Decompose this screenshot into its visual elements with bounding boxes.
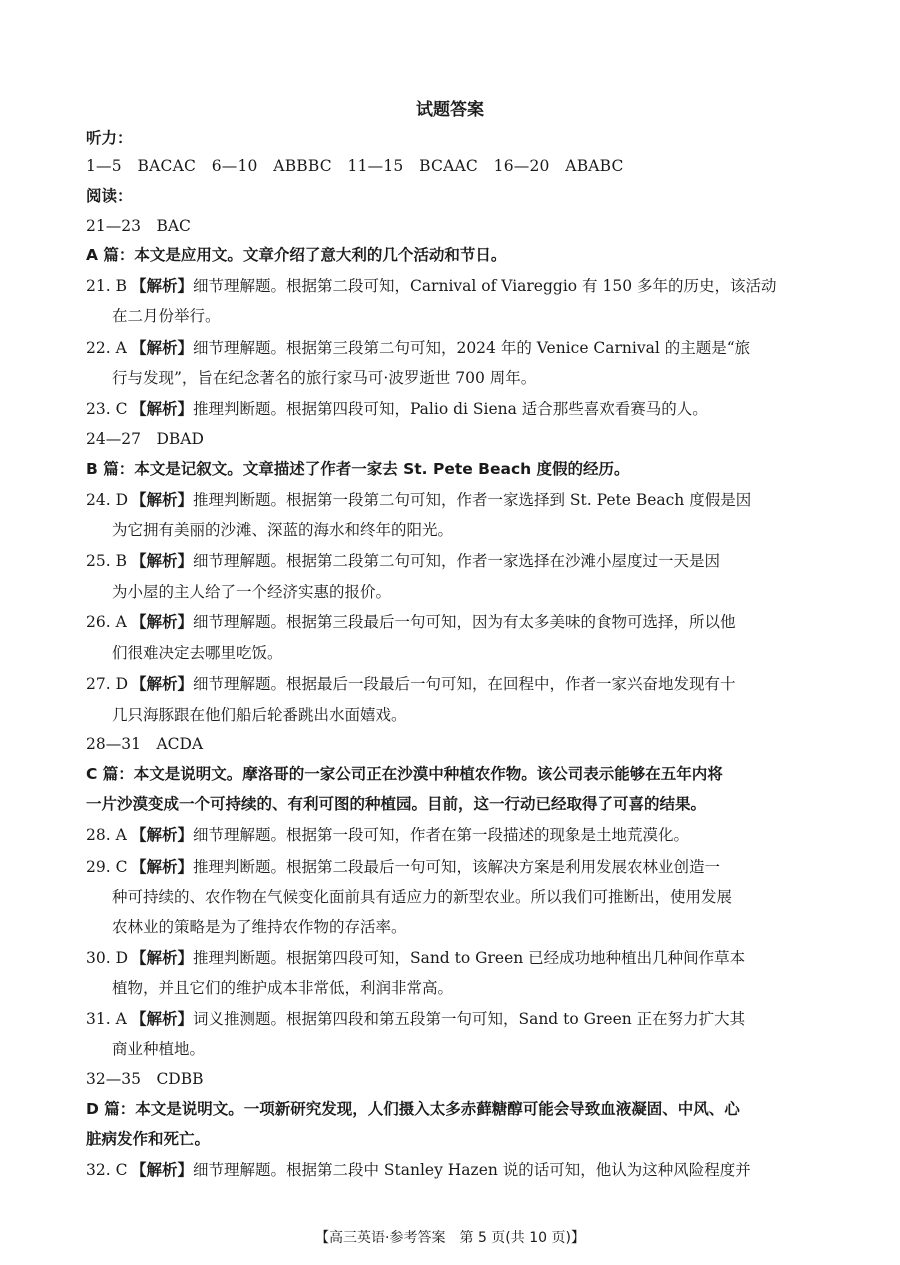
section-d-summary-cont: 脏病发作和死亡。: [86, 1130, 211, 1148]
section-d-summary: D 篇：本文是说明文。一项新研究发现，人们摄入太多赤藓糖醇可能会导致血液凝固、中风、心: [86, 1100, 740, 1118]
analysis-tag: 【解析】: [130, 675, 193, 693]
analysis-tag: 【解析】: [130, 858, 193, 876]
item-number: 23. C: [86, 400, 128, 418]
item-text: 细节理解题。根据第二段可知，Carnival of Viareggio 有 150 多年的历史，该活动: [192, 277, 777, 295]
analysis-tag: 【解析】: [130, 1161, 193, 1179]
item-number: 27. D: [86, 675, 129, 693]
item-text: 细节理解题。根据最后一段最后一句可知，在回程中，作者一家兴奋地发现有十: [192, 675, 736, 693]
item-number: 28. A: [86, 826, 127, 844]
item-31-cont: 商业种植地。: [112, 1040, 206, 1058]
analysis-tag: 【解析】: [130, 277, 193, 295]
item-26: [86, 611, 818, 633]
item-text: 推理判断题。根据第四段可知，Palio di Siena 适合那些喜欢看赛马的人。: [192, 400, 708, 418]
item-number: 25. B: [86, 552, 127, 570]
item-27: [86, 673, 818, 695]
item-21: [86, 275, 818, 297]
item-number: 32. C: [86, 1161, 128, 1179]
item-text: 推理判断题。根据第二段最后一句可知，该解决方案是利用发展农林业创造一: [192, 858, 720, 876]
item-text: 细节理解题。根据第一段可知，作者在第一段描述的现象是土地荒漠化。: [192, 826, 689, 844]
item-text: 推理判断题。根据第一段第二句可知，作者一家选择到 St. Pete Beach 度假是因: [192, 491, 752, 509]
item-text: 细节理解题。根据第三段第二句可知，2024 年的 Venice Carnival 的主题是“旅: [192, 339, 751, 357]
item-number: 29. C: [86, 858, 128, 876]
section-d-range: 32—35 CDBB: [86, 1070, 204, 1088]
item-text: 细节理解题。根据第三段最后一句可知，因为有太多美味的食物可选择，所以他: [192, 613, 736, 631]
item-32: [86, 1159, 818, 1181]
analysis-tag: 【解析】: [130, 613, 193, 631]
item-24: [86, 489, 818, 511]
item-text: 细节理解题。根据第二段第二句可知，作者一家选择在沙滩小屋度过一天是因: [192, 552, 720, 570]
analysis-tag: 【解析】: [130, 339, 193, 357]
item-number: 26. A: [86, 613, 127, 631]
analysis-tag: 【解析】: [130, 1010, 193, 1028]
item-28: [86, 824, 818, 846]
item-27-cont: 几只海豚跟在他们船后轮番跳出水面嬉戏。: [112, 706, 407, 724]
item-number: 22. A: [86, 339, 127, 357]
analysis-tag: 【解析】: [130, 491, 193, 509]
page-footer: 【高三英语·参考答案 第 5 页(共 10 页)】: [315, 1230, 585, 1246]
item-31: [86, 1008, 818, 1030]
item-25: [86, 550, 818, 572]
analysis-tag: 【解析】: [130, 400, 193, 418]
listening-answers: 1—5 BACAC 6—10 ABBBC 11—15 BCAAC 16—20 ABABC: [86, 157, 624, 175]
section-c-range: 28—31 ACDA: [86, 735, 204, 753]
item-23: [86, 398, 818, 420]
item-30: [86, 947, 818, 969]
item-22: [86, 337, 818, 359]
item-25-cont: 为小屋的主人给了一个经济实惠的报价。: [112, 583, 392, 601]
analysis-tag: 【解析】: [130, 552, 193, 570]
item-text: 推理判断题。根据第四段可知，Sand to Green 已经成功地种植出几种间作草本: [192, 949, 746, 967]
item-29-cont2: 农林业的策略是为了维持农作物的存活率。: [112, 918, 407, 936]
analysis-tag: 【解析】: [130, 949, 193, 967]
analysis-tag: 【解析】: [130, 826, 193, 844]
item-number: 21. B: [86, 277, 127, 295]
section-a-summary: A 篇：本文是应用文。文章介绍了意大利的几个活动和节日。: [86, 246, 507, 264]
page-title: 试题答案: [416, 100, 484, 120]
item-text: 细节理解题。根据第二段中 Stanley Hazen 说的话可知，他认为这种风险程度并: [192, 1161, 751, 1179]
item-21-cont: 在二月份举行。: [112, 307, 221, 325]
item-30-cont: 植物，并且它们的维护成本非常低，利润非常高。: [112, 979, 454, 997]
item-29-cont: 种可持续的、农作物在气候变化面前具有适应力的新型农业。所以我们可推断出，使用发展: [112, 888, 733, 906]
section-b-summary: B 篇：本文是记叙文。文章描述了作者一家去 St. Pete Beach 度假的经历。: [86, 460, 630, 478]
item-24-cont: 为它拥有美丽的沙滩、深蓝的海水和终年的阳光。: [112, 521, 454, 539]
section-b-range: 24—27 DBAD: [86, 430, 204, 448]
section-c-summary: C 篇：本文是说明文。摩洛哥的一家公司正在沙漠中种植农作物。该公司表示能够在五年内将: [86, 765, 723, 783]
listening-heading: 听力：: [86, 129, 133, 147]
item-22-cont: 行与发现”，旨在纪念著名的旅行家马可·波罗逝世 700 周年。: [112, 369, 537, 387]
item-26-cont: 们很难决定去哪里吃饭。: [112, 644, 283, 662]
section-a-range: 21—23 BAC: [86, 217, 191, 235]
section-c-summary-cont: 一片沙漠变成一个可持续的、有利可图的种植园。目前，这一行动已经取得了可喜的结果。: [86, 795, 707, 813]
item-29: [86, 856, 818, 878]
item-number: 24. D: [86, 491, 129, 509]
item-number: 31. A: [86, 1010, 127, 1028]
reading-heading: 阅读：: [86, 187, 133, 205]
item-number: 30. D: [86, 949, 129, 967]
item-text: 词义推测题。根据第四段和第五段第一句可知，Sand to Green 正在努力扩大其: [192, 1010, 746, 1028]
